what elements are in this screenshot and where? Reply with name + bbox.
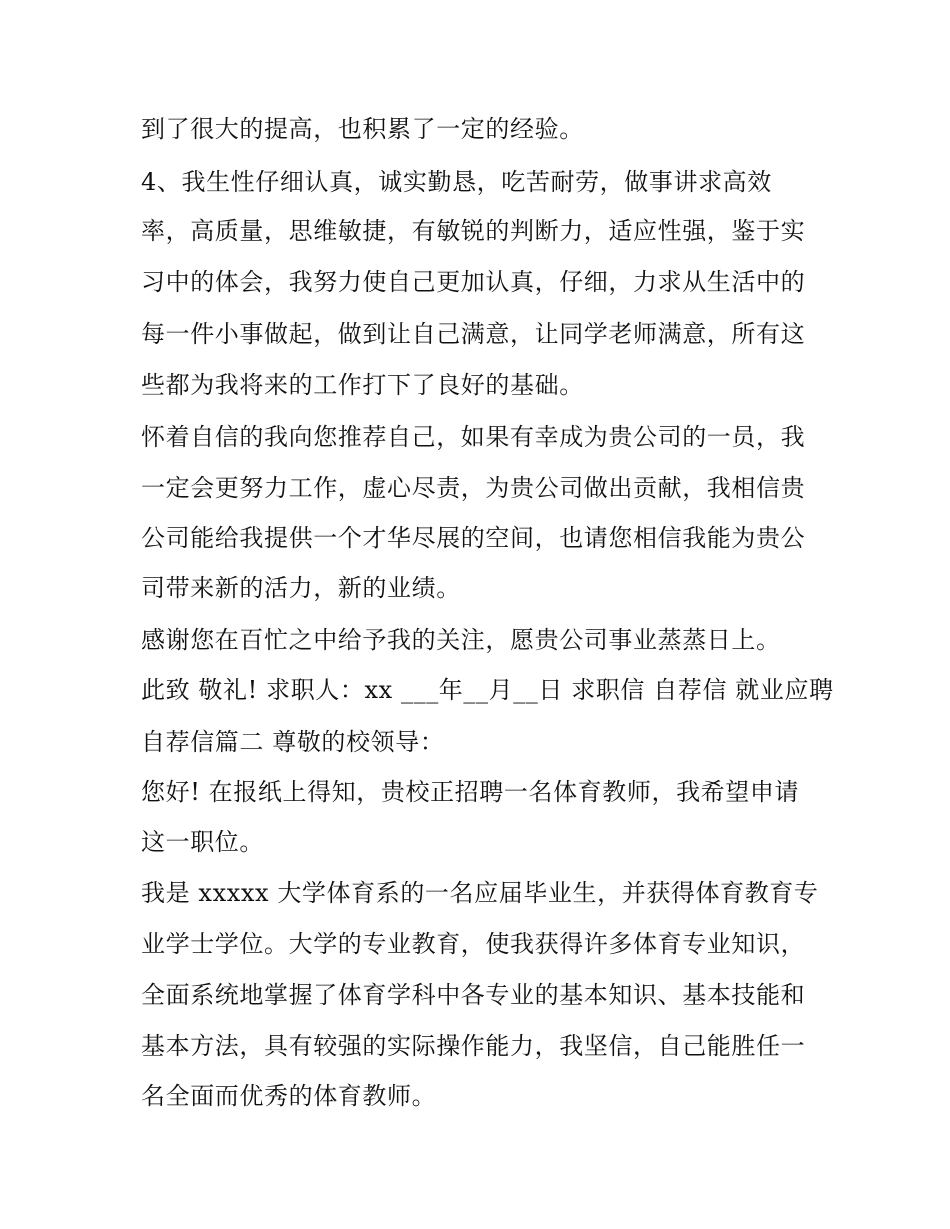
- text-line: 到了很大的提高，也积累了一定的经验。: [141, 115, 584, 143]
- text-line: 些都为我将来的工作打下了良好的基础。: [141, 371, 584, 399]
- text-line: 自荐信篇二 尊敬的校领导：: [141, 728, 445, 756]
- text-line: 我是 xxxxx 大学体育系的一名应届毕业生，并获得体育教育专: [141, 879, 819, 907]
- text-line: 全面系统地掌握了体育学科中各专业的基本知识、基本技能和: [141, 981, 806, 1009]
- text-line: 您好! 在报纸上得知，贵校正招聘一名体育教师，我希望申请: [141, 778, 800, 806]
- text-line: 习中的体会，我努力使自己更加认真，仔细，力求从生活中的: [141, 268, 806, 296]
- text-line: 名全面而优秀的体育教师。: [141, 1082, 437, 1110]
- text-line: 这一职位。: [141, 828, 264, 856]
- text-line: 一定会更努力工作，虚心尽责，为贵公司做出贡献，我相信贵: [141, 474, 806, 502]
- text-line: 4、我生性仔细认真，诚实勤恳，吃苦耐劳，做事讲求高效: [141, 168, 772, 196]
- text-line: 公司能给我提供一个才华尽展的空间，也请您相信我能为贵公: [141, 524, 806, 552]
- text-line: 感谢您在百忙之中给予我的关注，愿贵公司事业蒸蒸日上。: [141, 626, 781, 654]
- text-line: 此致 敬礼! 求职人：xx ___年__月__日 求职信 自荐信 就业应聘: [141, 676, 834, 704]
- text-line: 率，高质量，思维敏捷，有敏锐的判断力，适应性强，鉴于实: [141, 217, 806, 245]
- text-line: 怀着自信的我向您推荐自己，如果有幸成为贵公司的一员，我: [141, 423, 806, 451]
- text-line: 司带来新的活力，新的业绩。: [141, 574, 461, 602]
- text-line: 业学士学位。大学的专业教育，使我获得许多体育专业知识，: [141, 930, 806, 958]
- text-line: 每一件小事做起，做到让自己满意，让同学老师满意，所有这: [141, 320, 806, 348]
- text-line: 基本方法，具有较强的实际操作能力，我坚信，自己能胜任一: [141, 1032, 806, 1060]
